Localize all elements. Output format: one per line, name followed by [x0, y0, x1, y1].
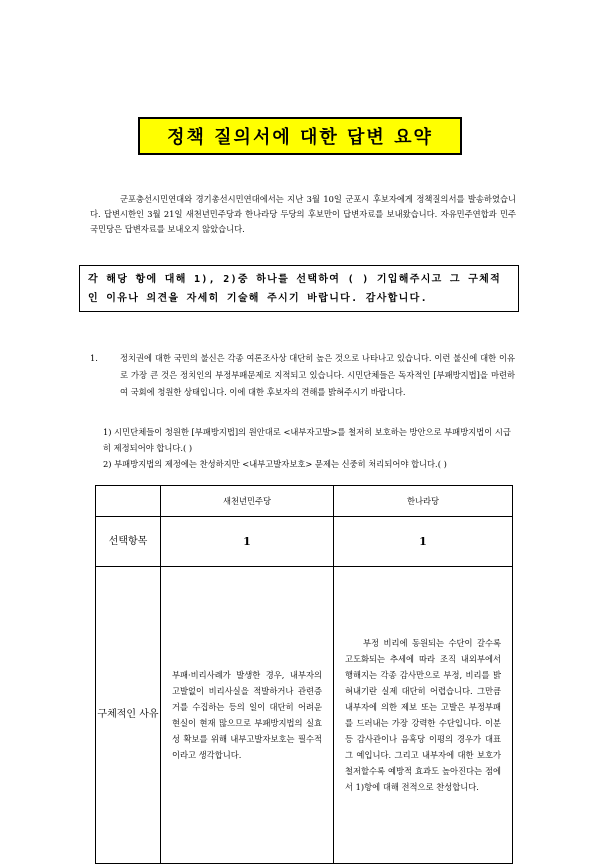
choice-party-1: 1	[161, 517, 334, 567]
option-2: 2) 부패방지법의 제정에는 찬성하지만 <내부고발자보호> 문제는 신중히 처리되어야 합니다.( )	[103, 459, 447, 469]
party-header-1: 새천년민주당	[161, 486, 334, 517]
reason-party-1: 부패·비리사례가 발생한 경우, 내부자의 고발없이 비리사실을 적발하거나 관련증거를 수집하는 등의 일이 대단히 어려운 현실이 현재 많으므로 부패방지법의 실효성 확보를 위해 내부고발자보호는 필수적이라고 생각합니다.	[172, 670, 322, 760]
reason-label: 구체적인 사유	[96, 567, 161, 864]
intro-text: 군포충선시민연대와 경기총선시민연대에서는 지난 3월 10일 군포시 후보자에게 정책질의서를 발송하였습니다. 답변시한인 3월 21일 새천년민주당과 한나라당 두당의 후보만이 답변자료를 보내왔습니다. 자유민주연합과 민주국민당은 답변자료를 보내오지 않았습니다.	[90, 194, 516, 234]
title-banner	[138, 117, 462, 155]
reason-party-1-cell	[161, 567, 334, 864]
answer-table	[95, 485, 513, 864]
intro-paragraph	[90, 192, 516, 237]
table-header-row	[96, 486, 513, 517]
table-row-reason	[96, 567, 513, 864]
choice-label: 선택항목	[96, 517, 161, 567]
party-header-2: 한나라당	[334, 486, 513, 517]
question-1	[90, 350, 515, 401]
document-title: 정책 질의서에 대한 답변 요약	[167, 127, 433, 148]
reason-party-2-cell	[334, 567, 513, 864]
request-box: 각 해당 항에 대해 1), 2)중 하나를 선택하여 ( ) 기입해주시고 그 구체적인 이유나 의견을 자세히 기술해 주시기 바랍니다. 감사합니다.	[79, 265, 519, 312]
choice-party-2: 1	[334, 517, 513, 567]
option-1: 1) 시민단체들이 청원한 [부패방지법]의 원안대로 <내부자고발>를 철저히 보호하는 방안으로 부패방지법이 시급히 제정되어야 합니다.( )	[103, 427, 511, 453]
table-row-choice	[96, 517, 513, 567]
question-number: 1.	[90, 353, 98, 363]
reason-party-2: 부정 비리에 동원되는 수단이 갈수록 고도화되는 추세에 따라 조직 내외부에서 행해지는 각종 감사만으로 부정, 비리를 밝혀내기란 실제 대단히 어렵습니다. 그만큼 내부자에 의한 제보 또는 고발은 부정부패를 드러내는 가장 강력한 수단입니다. 이분 등 감사관이나 음혹당 이평의 경우가 대표 그 예입니다. 그리고 내부자에 대한 보호가 철저할수록 예방적 효과도 높아진다는 점에서 1)항에 대해 전적으로 찬성합니다.	[345, 638, 501, 792]
table-corner-cell	[96, 486, 161, 517]
question-text: 정치권에 대한 국민의 불신은 각종 여론조사상 대단히 높은 것으로 나타나고 있습니다. 이런 불신에 대한 이유로 가장 큰 것은 정치인의 부정부패문제로 지적되고 있습니다. 시민단체들은 독자적인 [부패방지법]을 마련하여 국회에 청원한 상태입니다. 이에 대한 후보자의 견해를 밝혀주시기 바랍니다.	[120, 353, 515, 397]
